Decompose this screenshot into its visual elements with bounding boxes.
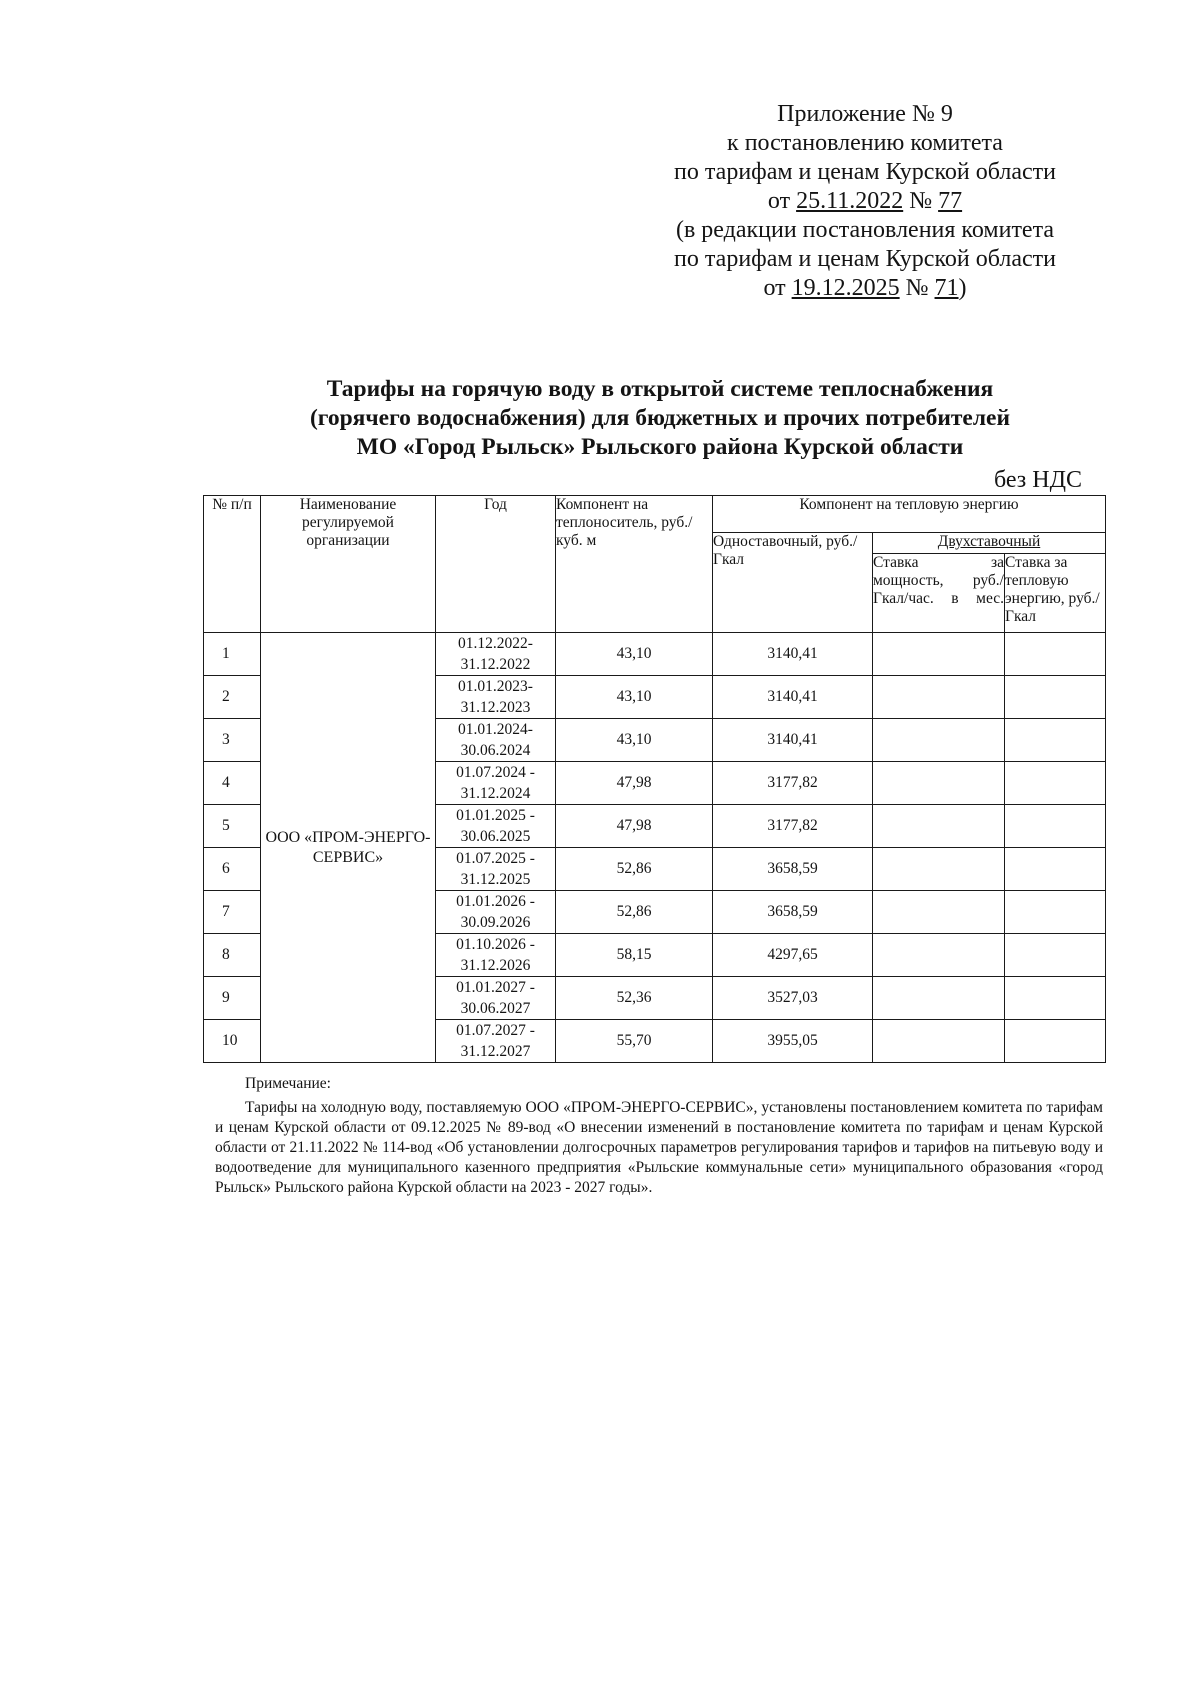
tariff-table-body: [204, 633, 1106, 1063]
capacity-rate-value: [873, 1020, 1005, 1063]
appendix-line-2: к постановлению комитета: [727, 130, 1003, 156]
single-rate-value: 3658,59: [713, 891, 873, 934]
row-period: [436, 891, 556, 934]
row-period: [436, 719, 556, 762]
carrier-value: 52,86: [556, 891, 713, 934]
carrier-value: 58,15: [556, 934, 713, 977]
carrier-value: 43,10: [556, 719, 713, 762]
row-number: 2: [204, 676, 261, 719]
single-rate-value: 3527,03: [713, 977, 873, 1020]
title-line-1: Тарифы на горячую воду в открытой системе теплоснабжения: [326, 376, 994, 402]
row-number: 9: [204, 977, 261, 1020]
period-start: 01.07.2025 -: [456, 850, 535, 867]
period-start: 01.07.2024 -: [456, 764, 535, 781]
header-energy-rate: Ставка за тепловую энергию, руб./Гкал: [1005, 554, 1106, 633]
single-rate-value: 3955,05: [713, 1020, 873, 1063]
row-period: [436, 977, 556, 1020]
appendix-line-7-mid: №: [899, 275, 935, 301]
row-period: [436, 805, 556, 848]
carrier-value: 52,36: [556, 977, 713, 1020]
header-organization: Наименование регулируемой организации: [261, 496, 436, 633]
appendix-line-5: (в редакции постановления комитета: [675, 217, 1055, 243]
period-start: 01.12.2022-: [458, 635, 533, 652]
energy-rate-value: [1005, 977, 1106, 1020]
header-single-rate: Одноставочный, руб./Гкал: [713, 533, 873, 633]
appendix-line-7-prefix: от: [763, 275, 792, 301]
capacity-rate-value: [873, 891, 1005, 934]
period-end: 31.12.2027: [460, 1043, 531, 1060]
period-end: 31.12.2026: [460, 957, 531, 974]
header-carrier-component: Компонент на теплоноситель, руб./куб. м: [556, 496, 713, 633]
organization-name: ООО «ПРОМ-ЭНЕРГО-СЕРВИС»: [261, 633, 436, 1063]
header-two-rate: Двухставочный: [873, 533, 1106, 554]
header-year: Год: [436, 496, 556, 633]
row-period: [436, 934, 556, 977]
row-number: 1: [204, 633, 261, 676]
single-rate-value: 3140,41: [713, 719, 873, 762]
resolution-number: 77: [938, 188, 963, 214]
carrier-value: 52,86: [556, 848, 713, 891]
period-start: 01.01.2026 -: [456, 893, 535, 910]
appendix-header: [620, 100, 1110, 303]
appendix-line-4: [620, 187, 1110, 216]
row-number: 6: [204, 848, 261, 891]
carrier-value: 43,10: [556, 676, 713, 719]
tariff-table: [203, 495, 1106, 1063]
energy-rate-value: [1005, 633, 1106, 676]
period-end: 30.06.2024: [460, 742, 531, 759]
capacity-rate-value: [873, 805, 1005, 848]
capacity-rate-value: [873, 977, 1005, 1020]
row-number: 10: [204, 1020, 261, 1063]
energy-rate-value: [1005, 891, 1106, 934]
vat-label: без НДС: [993, 467, 1082, 493]
capacity-rate-value: [873, 676, 1005, 719]
period-start: 01.07.2027 -: [456, 1022, 535, 1039]
energy-rate-value: [1005, 934, 1106, 977]
single-rate-value: 3140,41: [713, 633, 873, 676]
energy-rate-value: [1005, 719, 1106, 762]
single-rate-value: 4297,65: [713, 934, 873, 977]
capacity-rate-value: [873, 719, 1005, 762]
period-end: 30.06.2025: [460, 828, 531, 845]
appendix-line-6: по тарифам и ценам Курской области: [674, 246, 1056, 272]
energy-rate-value: [1005, 1020, 1106, 1063]
note-text: Тарифы на холодную воду, поставляемую ООО «ПРОМ-ЭНЕРГО-СЕРВИС», установлены постановлением комитета по тарифам и ценам Курской области от 09.12.2025 № 89-вод «О внесении изменений в постановление комитета по тарифам и ценам Курской области от 21.11.2022 № 114-вод «Об установлении долгосрочных параметров регулирования тарифов и тарифов на питьевую воду и водоотведение для муниципального казенного предприятия «Рыльские коммунальные сети» муниципального образования «город Рыльск» Рыльского района Курской области на 2023 - 2027 годы».: [215, 1099, 1103, 1196]
period-start: 01.10.2026 -: [456, 936, 535, 953]
carrier-value: 47,98: [556, 805, 713, 848]
period-end: 31.12.2023: [460, 699, 531, 716]
appendix-line-7: [620, 274, 1110, 303]
row-period: [436, 848, 556, 891]
appendix-line-4-mid: №: [903, 188, 939, 214]
single-rate-value: 3658,59: [713, 848, 873, 891]
title-line-2: (горячего водоснабжения) для бюджетных и прочих потребителей: [309, 405, 1011, 431]
amendment-number: 71: [934, 275, 959, 301]
single-rate-value: 3177,82: [713, 762, 873, 805]
single-rate-value: 3140,41: [713, 676, 873, 719]
period-end: 30.09.2026: [460, 914, 531, 931]
row-number: 4: [204, 762, 261, 805]
row-number: 8: [204, 934, 261, 977]
energy-rate-value: [1005, 805, 1106, 848]
capacity-rate-value: [873, 633, 1005, 676]
row-period: [436, 762, 556, 805]
appendix-line-4-prefix: от: [767, 188, 797, 214]
header-energy-component: Компонент на тепловую энергию: [713, 496, 1106, 533]
energy-rate-value: [1005, 676, 1106, 719]
energy-rate-value: [1005, 762, 1106, 805]
period-start: 01.01.2023-: [458, 678, 533, 695]
header-capacity-rate: Ставка за мощность, руб./Гкал/час. в мес.: [873, 554, 1005, 633]
capacity-rate-value: [873, 762, 1005, 805]
period-end: 31.12.2022: [460, 656, 531, 673]
appendix-number: Приложение № 9: [777, 101, 953, 127]
row-number: 5: [204, 805, 261, 848]
single-rate-value: 3177,82: [713, 805, 873, 848]
header-num: № п/п: [204, 496, 261, 633]
title-line-3: МО «Город Рыльск» Рыльского района Курской области: [356, 434, 964, 460]
period-end: 30.06.2027: [460, 1000, 531, 1017]
row-period: [436, 633, 556, 676]
resolution-date: 25.11.2022: [796, 188, 904, 214]
row-period: [436, 676, 556, 719]
period-end: 31.12.2024: [460, 785, 531, 802]
carrier-value: 47,98: [556, 762, 713, 805]
capacity-rate-value: [873, 934, 1005, 977]
note-heading: Примечание:: [245, 1075, 331, 1092]
row-number: 3: [204, 719, 261, 762]
period-start: 01.01.2024-: [458, 721, 533, 738]
appendix-line-3: по тарифам и ценам Курской области: [674, 159, 1056, 185]
table-row: [204, 633, 1106, 676]
carrier-value: 55,70: [556, 1020, 713, 1063]
document-title: [200, 375, 1120, 462]
period-end: 31.12.2025: [460, 871, 531, 888]
amendment-date: 19.12.2025: [791, 275, 900, 301]
capacity-rate-value: [873, 848, 1005, 891]
carrier-value: 43,10: [556, 633, 713, 676]
row-number: 7: [204, 891, 261, 934]
period-start: 01.01.2025 -: [456, 807, 535, 824]
energy-rate-value: [1005, 848, 1106, 891]
row-period: [436, 1020, 556, 1063]
appendix-line-7-suffix: ): [958, 275, 967, 301]
period-start: 01.01.2027 -: [456, 979, 535, 996]
